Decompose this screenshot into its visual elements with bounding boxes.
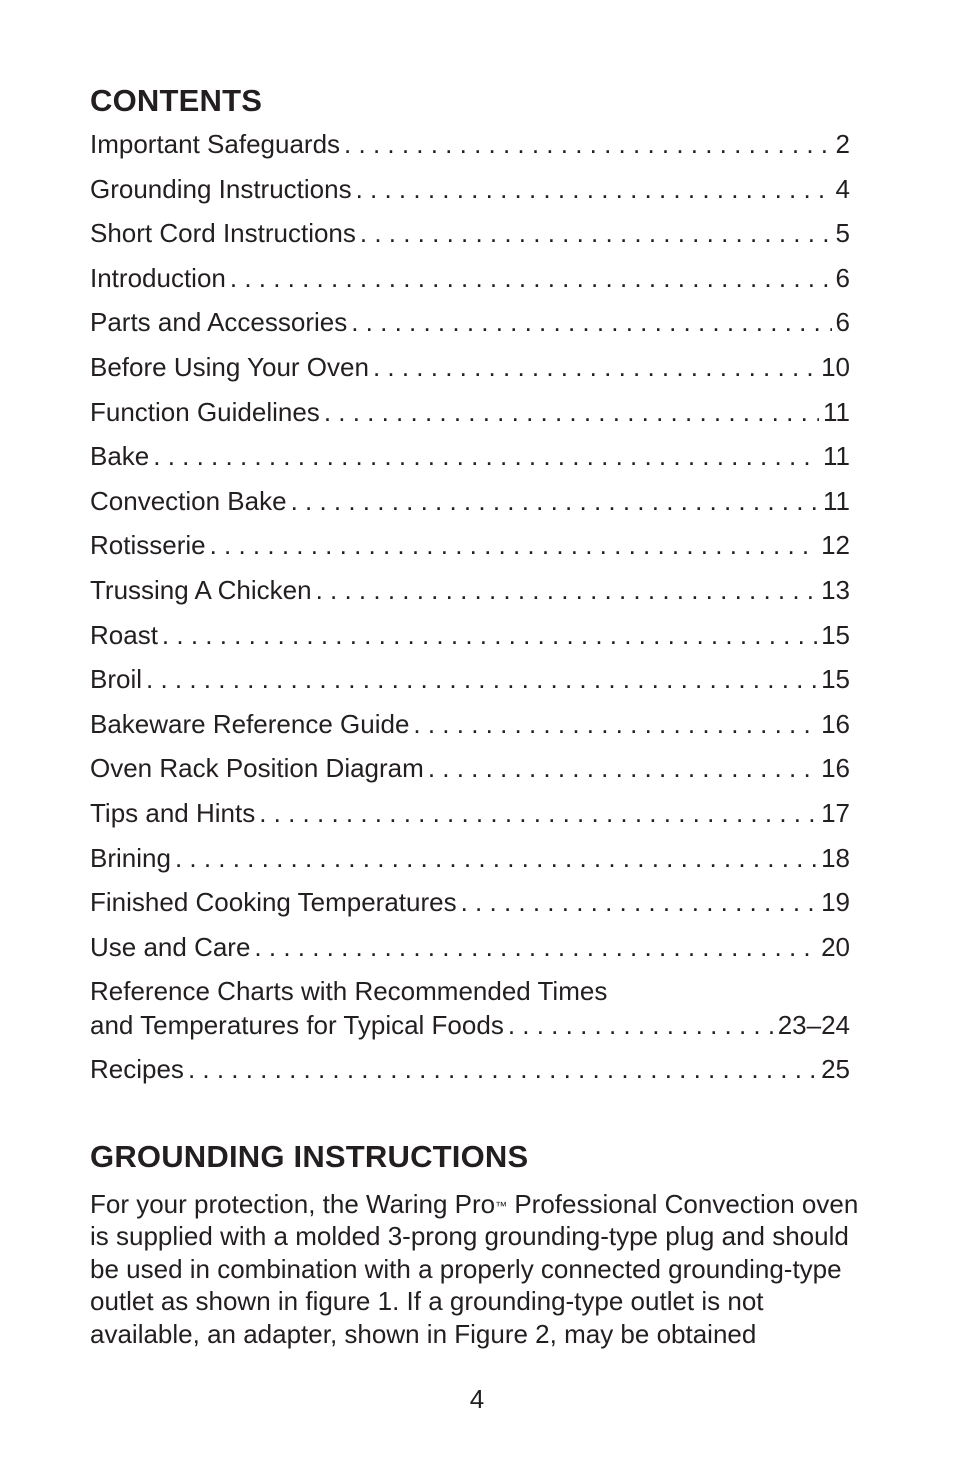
toc-entry-label: Short Cord Instructions xyxy=(90,218,356,249)
toc-entry-label: Trussing A Chicken xyxy=(90,574,312,605)
toc-entry[interactable] xyxy=(90,791,850,836)
dot-leader xyxy=(153,434,819,479)
toc-entry-page: 25 xyxy=(821,1054,850,1085)
toc-entry-reference-charts[interactable] xyxy=(90,969,850,1047)
toc-entry[interactable] xyxy=(90,925,850,970)
section-spacer xyxy=(90,1092,850,1136)
dot-leader xyxy=(291,479,819,524)
toc-entry[interactable] xyxy=(90,300,850,345)
grounding-heading: GROUNDING INSTRUCTIONS xyxy=(90,1138,529,1174)
trademark-symbol: ™ xyxy=(495,1198,508,1213)
dot-leader xyxy=(508,1008,774,1042)
contents-heading: CONTENTS xyxy=(90,83,263,118)
toc-entry-label-line1: Reference Charts with Recommended Times xyxy=(90,976,608,1007)
dot-leader xyxy=(413,702,817,747)
toc-entry[interactable] xyxy=(90,836,850,881)
toc-entry[interactable] xyxy=(90,746,850,791)
toc-entry-label: Finished Cooking Temperatures xyxy=(90,887,457,918)
grounding-paragraph xyxy=(90,1188,880,1351)
dot-leader xyxy=(230,256,832,301)
grounding-text-part1: For your protection, the Waring Pro xyxy=(90,1188,496,1219)
toc-entry-label: Parts and Accessories xyxy=(90,307,348,338)
toc-entry-page: 20 xyxy=(821,931,850,962)
toc-entry[interactable] xyxy=(90,390,850,435)
page-content xyxy=(90,80,859,1350)
dot-leader xyxy=(188,1047,817,1092)
toc-entry-page: 18 xyxy=(821,842,850,873)
toc-entry-label: Roast xyxy=(90,619,158,650)
toc-entry[interactable] xyxy=(90,434,850,479)
toc-entry-page: 11 xyxy=(823,485,850,516)
toc-entry-label: Introduction xyxy=(90,262,226,293)
toc-entry-page: 10 xyxy=(821,351,850,382)
toc-entry[interactable] xyxy=(90,613,850,658)
toc-entry-label: Brining xyxy=(90,842,171,873)
toc-entry-page: 23–24 xyxy=(777,1010,850,1041)
toc-entry-page: 6 xyxy=(835,262,850,293)
toc-entry-page: 12 xyxy=(821,530,850,561)
toc-entry-page: 11 xyxy=(823,396,850,427)
toc-entry-label: Recipes xyxy=(90,1054,184,1085)
toc-entry-page: 5 xyxy=(835,218,850,249)
toc-entry[interactable] xyxy=(90,880,850,925)
dot-leader xyxy=(373,345,817,390)
dot-leader xyxy=(428,746,817,791)
toc-entry-page: 11 xyxy=(823,441,850,472)
dot-leader xyxy=(254,925,817,970)
toc-entry-label: Rotisserie xyxy=(90,530,206,561)
toc-entry-page: 13 xyxy=(821,574,850,605)
dot-leader xyxy=(259,791,817,836)
toc-entry-page: 19 xyxy=(821,887,850,918)
toc-entry-page: 15 xyxy=(821,619,850,650)
toc-entry-label: Use and Care xyxy=(90,931,251,962)
toc-entry-label: Broil xyxy=(90,664,143,695)
toc-entry[interactable] xyxy=(90,122,850,167)
toc-entry[interactable] xyxy=(90,211,850,256)
toc-entry-label: Convection Bake xyxy=(90,485,287,516)
toc-entry-label: Before Using Your Oven xyxy=(90,351,369,382)
dot-leader xyxy=(324,390,819,435)
toc-entry-recipes[interactable] xyxy=(90,1047,850,1092)
toc-entry-label: Oven Rack Position Diagram xyxy=(90,753,424,784)
dot-leader xyxy=(344,122,831,167)
toc-entry-label-line2: and Temperatures for Typical Foods xyxy=(90,1010,504,1041)
dot-leader xyxy=(162,613,817,658)
toc-entry-label: Bakeware Reference Guide xyxy=(90,708,410,739)
toc-entry-line2 xyxy=(90,1008,850,1042)
toc-entry-page: 16 xyxy=(821,708,850,739)
toc-entry-label: Bake xyxy=(90,441,150,472)
toc-entry-label: Grounding Instructions xyxy=(90,173,352,204)
toc-entry-label: Function Guidelines xyxy=(90,396,320,427)
dot-leader xyxy=(356,167,832,212)
dot-leader xyxy=(316,568,817,613)
dot-leader xyxy=(146,657,817,702)
dot-leader xyxy=(210,523,817,568)
toc-entry-page: 2 xyxy=(835,129,850,159)
toc-entry-page: 16 xyxy=(821,753,850,784)
dot-leader xyxy=(360,211,832,256)
toc-entry-page: 4 xyxy=(835,173,850,204)
toc-entry-page: 17 xyxy=(821,797,850,828)
toc-entry[interactable] xyxy=(90,523,850,568)
toc-entry[interactable] xyxy=(90,702,850,747)
toc-entry-page: 15 xyxy=(821,664,850,695)
table-of-contents xyxy=(90,122,850,1092)
toc-entry[interactable] xyxy=(90,657,850,702)
page-number: 4 xyxy=(469,1384,485,1414)
toc-entry[interactable] xyxy=(90,479,850,524)
toc-entry[interactable] xyxy=(90,345,850,390)
dot-leader xyxy=(351,300,831,345)
toc-entry-label: Important Safeguards xyxy=(90,129,341,159)
toc-entry-page: 6 xyxy=(835,307,850,338)
dot-leader xyxy=(175,836,817,881)
dot-leader xyxy=(461,880,817,925)
toc-entry[interactable] xyxy=(90,256,850,301)
grounding-text-part2: Professional Convection oven is supplied with a molded 3-prong grounding-type plug and should be used in combination with a properly connected grounding-type outlet as shown in figure 1. If a grounding-type outlet is not available, an adapter, shown in Figure 2, may be obtained xyxy=(90,1188,859,1349)
toc-entry[interactable] xyxy=(90,568,850,613)
toc-entry[interactable] xyxy=(90,167,850,212)
toc-entry-label: Tips and Hints xyxy=(90,797,256,828)
